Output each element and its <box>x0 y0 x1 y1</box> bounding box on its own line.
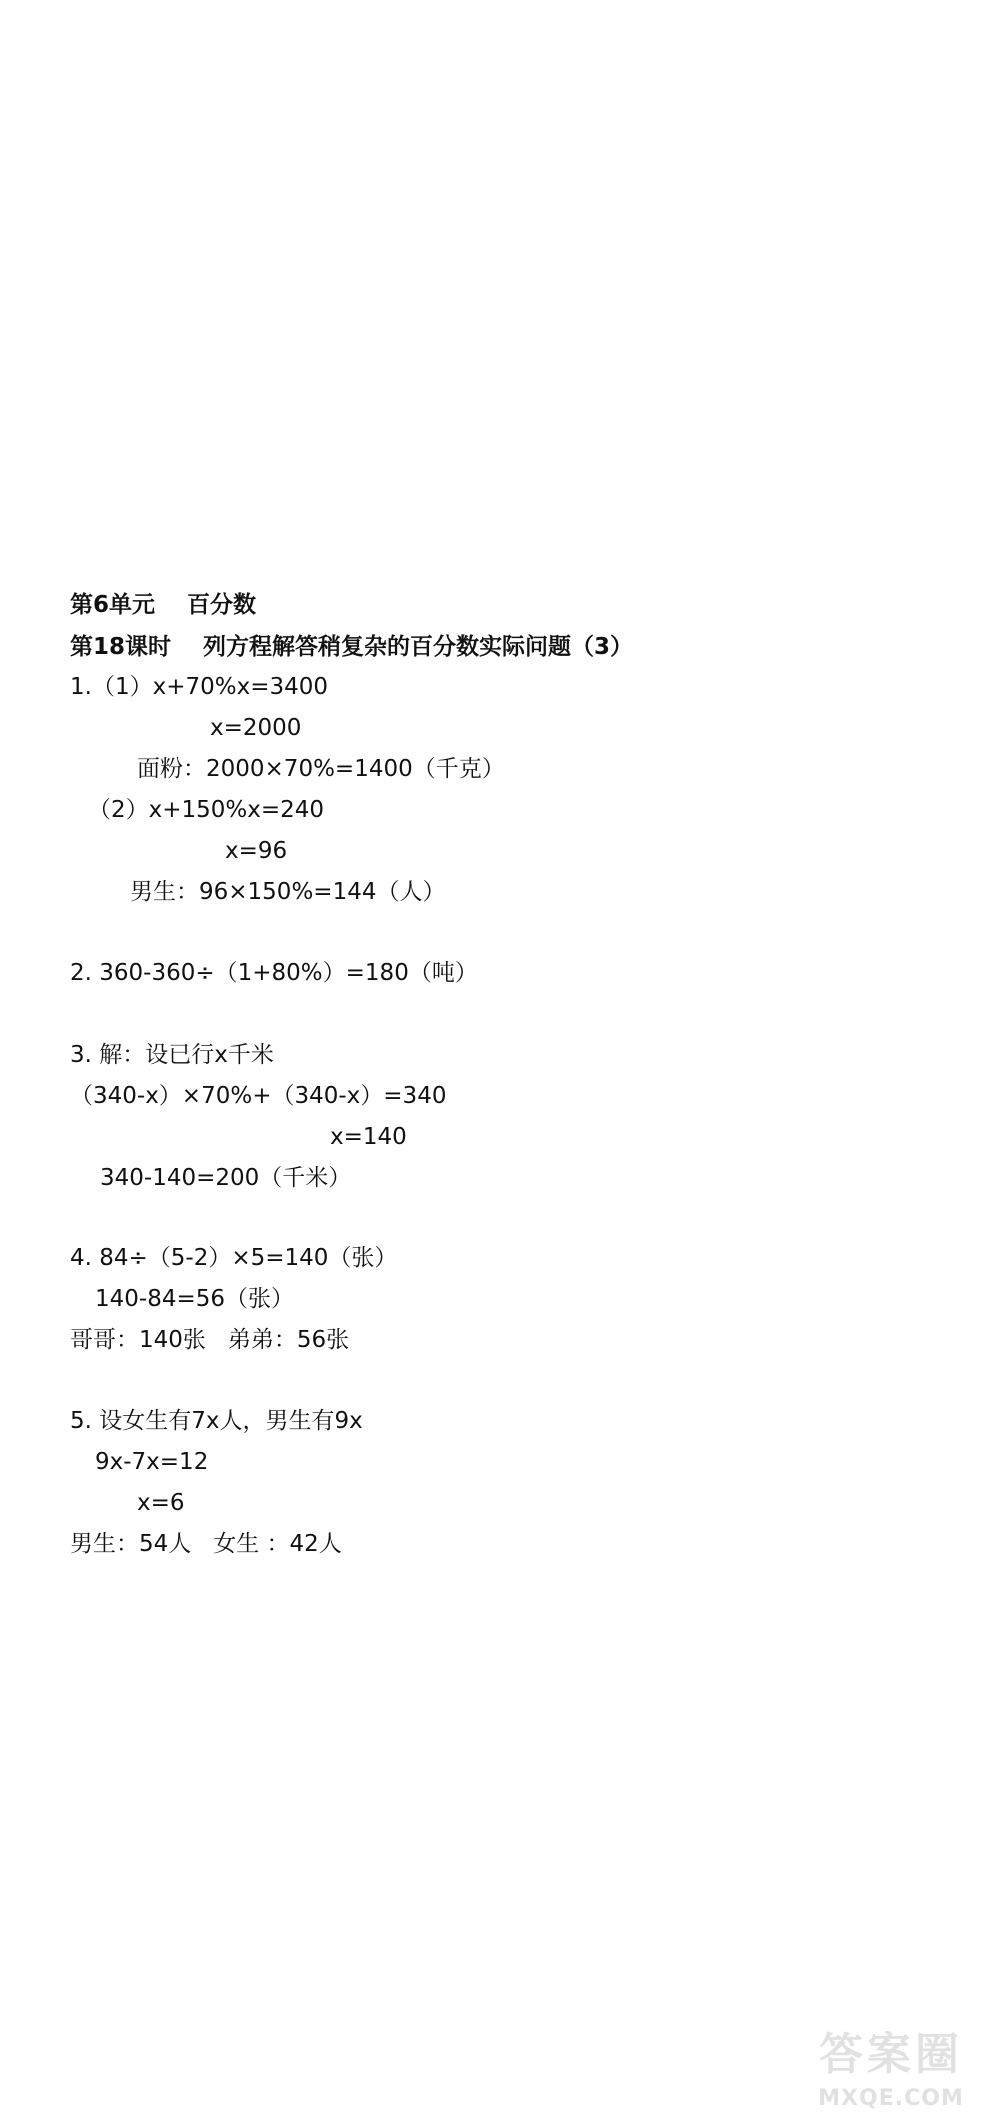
problem3-equation: （340-x）×70%+（340-x）=340 <box>70 1083 447 1109</box>
problem5-solution: x=6 <box>137 1490 185 1516</box>
problem1-part2-answer: 男生：96×150%=144（人） <box>130 879 446 905</box>
problem3-answer: 340-140=200（千米） <box>100 1165 352 1191</box>
problem4-line2: 140-84=56（张） <box>95 1286 295 1312</box>
problem1-part1-solution: x=2000 <box>210 715 302 741</box>
problem1-part1-equation: 1.（1）x+70%x=3400 <box>70 674 328 700</box>
watermark-logo-text: 答案圈 <box>819 2029 963 2080</box>
problem3-solution: x=140 <box>330 1124 407 1150</box>
problem5-setup: 5. 设女生有7x人，男生有9x <box>70 1408 363 1434</box>
problem3-setup: 3. 解：设已行x千米 <box>70 1042 274 1068</box>
lesson-title: 第18课时 列方程解答稍复杂的百分数实际问题（3） <box>70 634 634 660</box>
unit-title: 第6单元 百分数 <box>70 592 257 618</box>
watermark-url: MXQE.COM <box>818 2086 964 2111</box>
problem1-part2-solution: x=96 <box>225 838 288 864</box>
problem1-part1-answer: 面粉：2000×70%=1400（千克） <box>137 756 505 782</box>
problem2-line: 2. 360-360÷（1+80%）=180（吨） <box>70 960 478 986</box>
site-watermark <box>796 2028 986 2120</box>
problem5-equation: 9x-7x=12 <box>95 1449 209 1475</box>
problem4-answer: 哥哥：140张 弟弟：56张 <box>70 1327 350 1353</box>
problem4-line1: 4. 84÷（5-2）×5=140（张） <box>70 1245 398 1271</box>
problem1-part2-equation: （2）x+150%x=240 <box>88 797 325 823</box>
problem5-answer: 男生：54人 女生 ：42人 <box>70 1531 342 1557</box>
